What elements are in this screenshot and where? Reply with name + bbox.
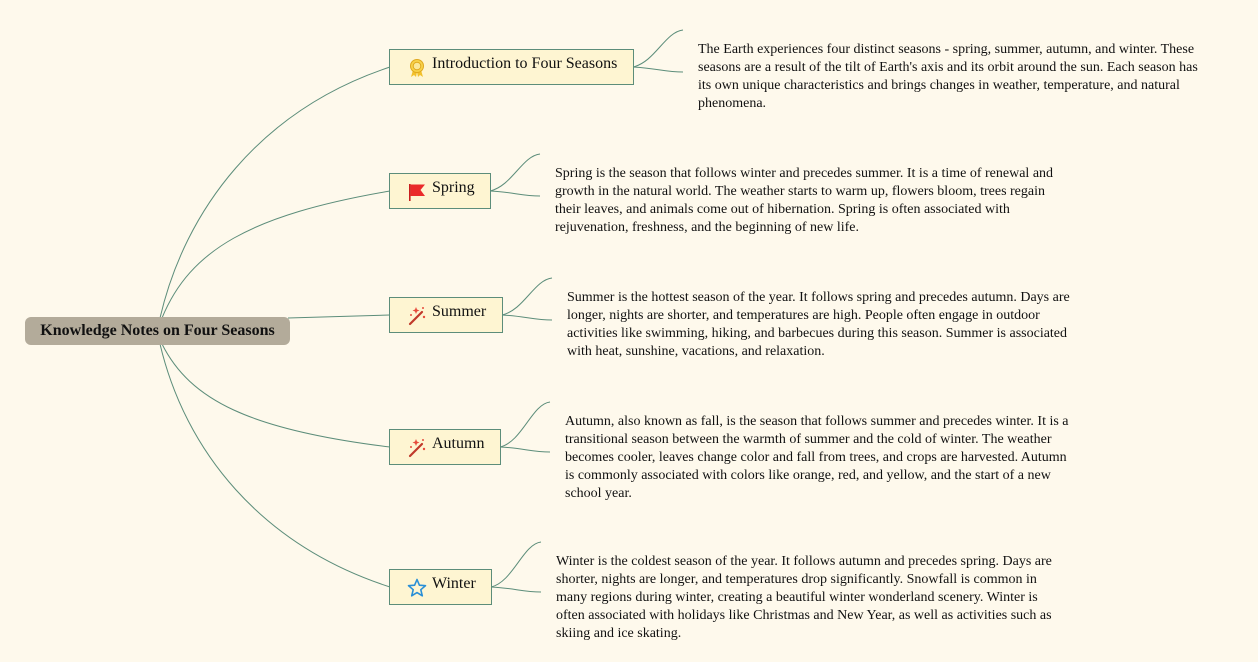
connector-winter-note [491, 542, 541, 592]
magic-wand-icon [407, 306, 427, 326]
note-introduction: The Earth experiences four distinct seasons - spring, summer, autumn, and winter. These seasons are a result of the tilt of Earth's axis and its orbit around the sun. Each season has its own unique characteristics and brings changes in weather, temperature, and natural phenomena. [698, 42, 1198, 111]
connector-intro-note [633, 30, 683, 72]
root-topic-label: Knowledge Notes on Four Seasons [40, 322, 275, 339]
connector-root-spring [162, 191, 390, 318]
topic-winter-label: Winter [432, 575, 476, 592]
magic-wand-icon [407, 438, 427, 458]
star-outline-icon [407, 578, 427, 598]
topic-autumn[interactable] [389, 429, 501, 465]
topic-spring-label: Spring [432, 179, 475, 196]
red-flag-icon [407, 182, 427, 202]
note-spring: Spring is the season that follows winter and precedes summer. It is a time of renewal and growth in the natural world. The weather starts to warm up, flowers bloom, trees regain their leaves, and animals come out of hibernation. Spring is often associated with rejuvenation, freshness, and the beginning of new life. [555, 166, 1054, 235]
topic-summer-label: Summer [432, 303, 487, 320]
connector-root-autumn [162, 344, 390, 447]
topic-autumn-label: Autumn [432, 435, 485, 452]
topic-winter[interactable] [389, 569, 492, 605]
award-ribbon-icon [407, 58, 427, 78]
topic-introduction-label: Introduction to Four Seasons [432, 55, 618, 72]
connector-spring-note [490, 154, 540, 196]
note-autumn: Autumn, also known as fall, is the season that follows summer and precedes winter. It is a transitional season between the warmth of summer and the cold of winter. The weather becomes cooler, leaves change color and fall from trees, and crops are harvested. Autumn is commonly associated with colors like orange, red, and yellow, and the start of a new school year. [565, 414, 1069, 501]
connector-root-summer [288, 315, 390, 318]
connector-root-winter [160, 344, 390, 587]
connector-autumn-note [500, 402, 550, 452]
note-winter: Winter is the coldest season of the year. It follows autumn and precedes spring. Days are shorter, nights are longer, and temperatures drop significantly. Snowfall is common in many regions during winter, creating a beautiful winter wonderland scenery. Winter is often associated with holidays like Christmas and New Year, as well as activities such as skiing and ice skating. [556, 554, 1052, 641]
connector-root-intro [160, 67, 390, 318]
note-summer: Summer is the hottest season of the year. It follows spring and precedes autumn. Days are longer, nights are shorter, and temperatures are high. People often engage in outdoor activities like swimming, hiking, and barbecues during this season. Summer is associated with heat, sunshine, vacations, and relaxation. [567, 290, 1070, 359]
topic-introduction[interactable] [389, 49, 634, 85]
topic-spring[interactable] [389, 173, 491, 209]
root-topic[interactable] [25, 317, 290, 345]
connector-summer-note [502, 278, 552, 320]
topic-summer[interactable] [389, 297, 503, 333]
